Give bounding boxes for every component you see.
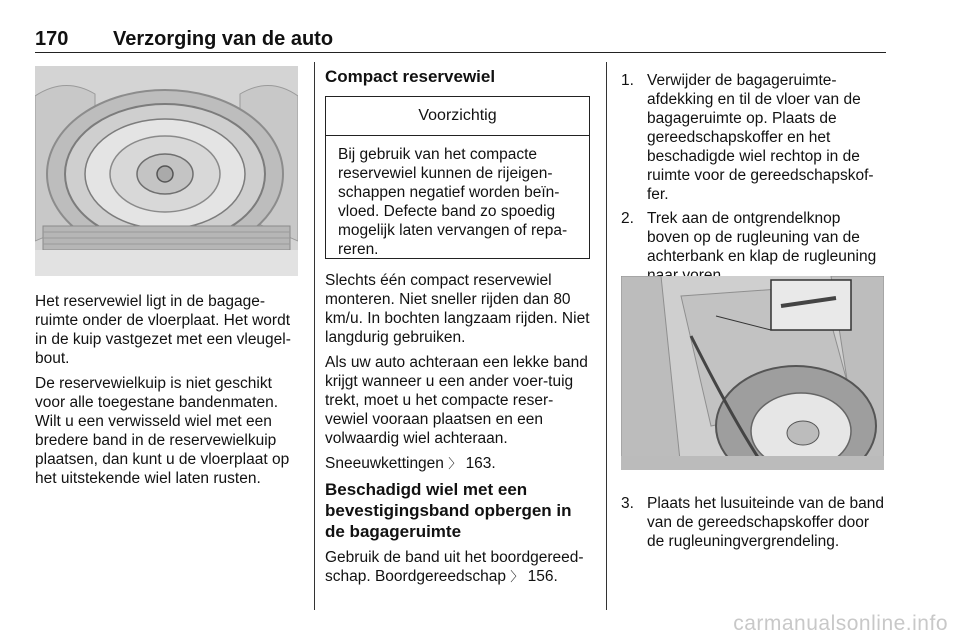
column-1-text [35,292,300,494]
caution-box [325,96,590,259]
paragraph: Als uw auto achteraan een lekke band krijgt wanneer u een ander voer-tuig trekt, moet u het compacte reser-vewiel vooraan plaatsen en een volwaardig wiel achteraan. [325,354,588,447]
list-item: 2. Trek aan de ontgrendelknop boven op de rugleuning van de achterbank en klap de rugleuning [621,210,877,265]
list-item: 1. Verwijder de bagageruimte-afdekking en til de vloer van de bagageruimte op. Plaats de gereedschapskoffer en het beschadigde wiel rechtop in de ruimte voor de gereedschapskof-fer. [621,72,874,203]
paragraph: De reservewielkuip is niet geschikt voor alle toegestane bandenmaten. Wilt u een verwisseld wiel met een bredere band in de reservewielkuip plaatsen, dan kunt u de vloerplaat op het uitstekende wiel laten rusten. [35,375,290,487]
header-rule [35,52,886,53]
page-reference: 156. [527,568,558,585]
paragraph: Gebruik de band uit het boordgereed-schap. Boordgereedschap 〉 156. [325,549,584,585]
page-number: 170 [35,28,69,50]
heading: Compact reservewiel [325,67,496,86]
page-title: Verzorging van de auto [113,28,334,50]
watermark: carmanualsonline.info [733,612,948,635]
steps-1-2 [621,71,886,290]
caution-text: Bij gebruik van het compacte reservewiel kunnen de rijeigen-schappen negatief worden beïn-vloed. Defecte band zo spoedig mogelijk laten vervangen of repa-reren. [338,146,568,258]
column-2-text [325,271,593,592]
paragraph: Slechts één compact reservewiel monteren. Niet sneller rijden dan 80 km/u. In bochten langzaam rijden. Niet langdurig gebruiken. [325,272,590,346]
caution-title: Voorzichtig [326,97,589,136]
paragraph: Sneeuwkettingen 〉 163. [325,455,496,472]
cross-reference-icon: 〉 [448,456,462,471]
section-heading-compact-spare [325,67,590,93]
paragraph: Het reservewiel ligt in de bagage-ruimte onder de vloerplaat. Het wordt in de kuip vastgezet met een vleugel-bout. [35,293,291,367]
cross-reference-icon: 〉 [510,569,524,584]
spare-wheel-well-illustration [35,66,298,276]
column-divider-1 [314,62,315,610]
step-3 [621,494,886,556]
page-header [35,28,885,54]
page-reference: 163. [465,455,496,472]
heading: Beschadigd wiel met een bevestigingsband opbergen in de bagageruimte [325,480,572,541]
trunk-wheel-strap-illustration [621,276,884,470]
column-divider-2 [606,62,607,610]
list-item: 3. Plaats het lusuiteinde van de band van de gereedschapskoffer door de rugleuningvergrendeling. [621,495,884,550]
